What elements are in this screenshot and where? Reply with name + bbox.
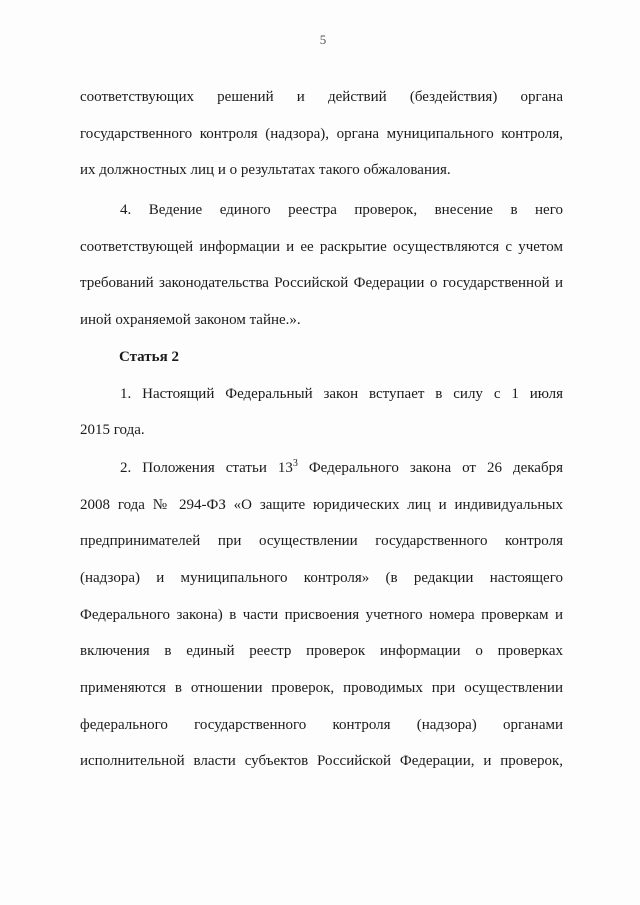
text-line: 2015 года. bbox=[80, 422, 145, 439]
text-line: 4. Ведение единого реестра проверок, внесение в него bbox=[120, 202, 563, 219]
text-line: предпринимателей при осуществлении государственного контроля bbox=[80, 533, 563, 550]
text-line: их должностных лиц и о результатах такого обжалования. bbox=[80, 162, 451, 179]
text-line: применяются в отношении проверок, проводимых при осуществлении bbox=[80, 680, 563, 696]
text-line: требований законодательства Российской Федерации о государственной и bbox=[80, 275, 563, 292]
text-segment: Федерального закона от 26 декабря bbox=[297, 459, 563, 476]
paragraph-item-4 bbox=[80, 192, 563, 339]
text-line: иной охраняемой законом тайне.». bbox=[80, 312, 301, 329]
paragraph-previous-item-end bbox=[80, 79, 563, 189]
document-body bbox=[80, 79, 563, 780]
text-line: соответствующих решений и действий (бездействия) органа bbox=[80, 89, 563, 105]
text-line: 1. Настоящий Федеральный закон вступает в силу с 1 июля bbox=[120, 385, 563, 402]
article-heading: Статья 2 bbox=[119, 348, 179, 365]
text-line: 2008 года № 294-ФЗ «О защите юридических лиц и индивидуальных bbox=[80, 496, 563, 513]
paragraph-article-2-part-1 bbox=[80, 376, 563, 449]
text-line: федерального государственного контроля (надзора) органами bbox=[80, 716, 563, 733]
text-line: включения в единый реестр проверок информации о проверках bbox=[80, 643, 563, 660]
text-line: (надзора) и муниципального контроля» (в редакции настоящего bbox=[80, 569, 563, 586]
text-segment: 2. Положения статьи 13 bbox=[120, 459, 293, 476]
text-line: соответствующей информации и ее раскрытие осуществляются с учетом bbox=[80, 238, 563, 255]
paragraph-article-2-part-2 bbox=[80, 450, 563, 780]
superscript: 3 bbox=[292, 457, 298, 469]
text-line bbox=[80, 450, 563, 487]
text-line: государственного контроля (надзора), органа муниципального контроля, bbox=[80, 125, 563, 142]
page-number: 5 bbox=[319, 32, 327, 47]
text-line: исполнительной власти субъектов Российской Федерации, и проверок, bbox=[80, 753, 563, 770]
text-line: Федерального закона) в части присвоения учетного номера проверкам и bbox=[80, 606, 563, 623]
